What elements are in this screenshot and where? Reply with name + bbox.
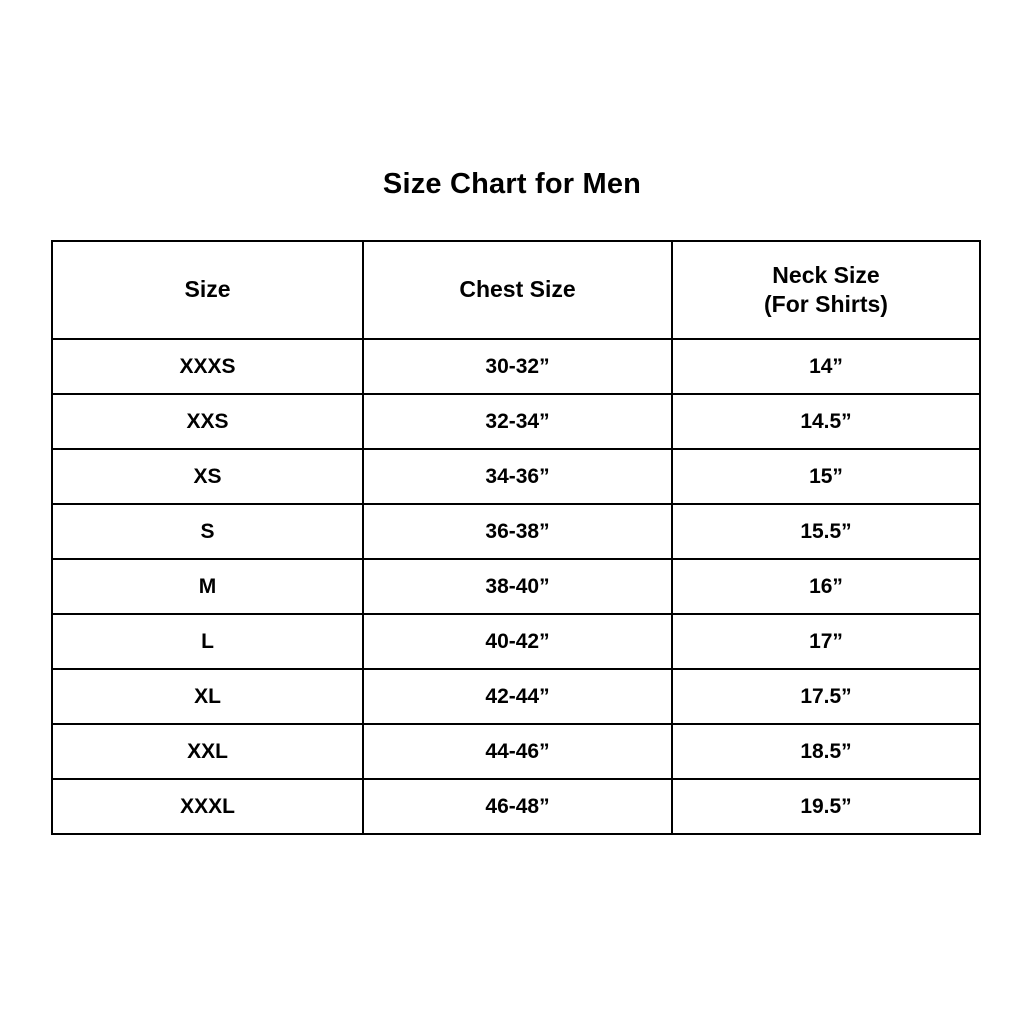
page-title: Size Chart for Men <box>382 168 642 200</box>
cell-neck: 15” <box>672 449 980 504</box>
table-row <box>52 559 980 614</box>
cell-chest: 32-34” <box>363 394 672 449</box>
table-row <box>52 669 980 724</box>
cell-neck: 16” <box>672 559 980 614</box>
column-header-neck-label: Neck Size <box>772 261 880 288</box>
cell-chest: 40-42” <box>363 614 672 669</box>
cell-chest: 30-32” <box>363 339 672 394</box>
cell-neck: 15.5” <box>672 504 980 559</box>
cell-chest: 36-38” <box>363 504 672 559</box>
table-row <box>52 504 980 559</box>
column-header-neck <box>672 241 980 339</box>
column-header-neck-sublabel: (For Shirts) <box>764 291 888 317</box>
column-header-size-label: Size <box>184 276 231 303</box>
cell-size: L <box>52 614 363 669</box>
column-header-chest-label: Chest Size <box>459 276 576 303</box>
cell-chest: 44-46” <box>363 724 672 779</box>
cell-chest: 34-36” <box>363 449 672 504</box>
table-row <box>52 724 980 779</box>
table-row <box>52 394 980 449</box>
cell-neck: 17.5” <box>672 669 980 724</box>
cell-neck: 19.5” <box>672 779 980 834</box>
column-header-chest <box>363 241 672 339</box>
table-row <box>52 614 980 669</box>
table-row <box>52 779 980 834</box>
cell-size: XXL <box>52 724 363 779</box>
cell-neck: 14” <box>672 339 980 394</box>
cell-size: XS <box>52 449 363 504</box>
table-header-row <box>52 241 980 339</box>
table-header <box>52 241 980 339</box>
cell-neck: 14.5” <box>672 394 980 449</box>
cell-size: XXXS <box>52 339 363 394</box>
cell-size: XXXL <box>52 779 363 834</box>
cell-size: M <box>52 559 363 614</box>
cell-chest: 46-48” <box>363 779 672 834</box>
cell-size: XL <box>52 669 363 724</box>
cell-chest: 38-40” <box>363 559 672 614</box>
cell-neck: 18.5” <box>672 724 980 779</box>
cell-chest: 42-44” <box>363 669 672 724</box>
cell-size: XXS <box>52 394 363 449</box>
cell-neck: 17” <box>672 614 980 669</box>
table-row <box>52 449 980 504</box>
column-header-size <box>52 241 363 339</box>
size-chart-table <box>51 240 981 835</box>
cell-size: S <box>52 504 363 559</box>
table-body <box>52 339 980 834</box>
table-row <box>52 339 980 394</box>
